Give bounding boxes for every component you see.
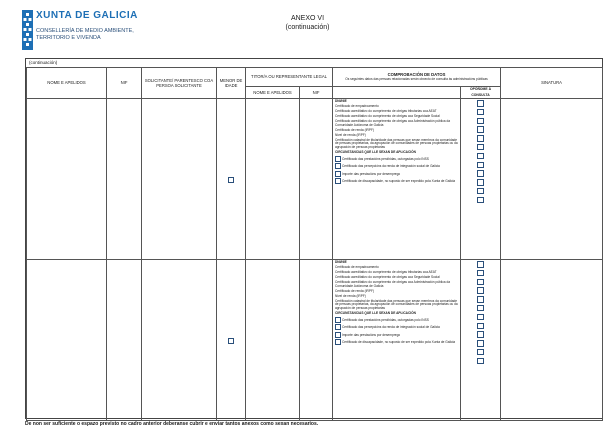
documents-cell bbox=[333, 99, 461, 260]
opposition-checkbox[interactable] bbox=[477, 170, 484, 177]
circumstance-item bbox=[335, 324, 458, 330]
opposition-checkbox[interactable] bbox=[477, 109, 484, 116]
continuation-label: (continuación) bbox=[29, 60, 58, 65]
circumstance-checkbox[interactable] bbox=[335, 171, 341, 177]
col-verification-header bbox=[333, 68, 501, 87]
opposition-checkbox[interactable] bbox=[477, 323, 484, 330]
col-opposition-header: OPÓÑOME Á CONSULTA bbox=[461, 87, 501, 99]
opposition-checkbox[interactable] bbox=[477, 197, 484, 204]
opposition-checkbox[interactable] bbox=[477, 162, 484, 169]
opposition-checkbox[interactable] bbox=[477, 153, 484, 160]
document-item: Certificado de empadroamento bbox=[335, 264, 379, 269]
document-item: Certificado acreditativo do cumprimento de obrigas tributarias coa AEAT bbox=[335, 108, 437, 113]
document-item: Nivel de renda (IRPF) bbox=[335, 293, 366, 298]
guardian-nif-cell[interactable] bbox=[300, 99, 333, 260]
circumstance-item bbox=[335, 317, 458, 323]
department-name bbox=[36, 28, 134, 42]
col-guardian-nif-header: NIF bbox=[300, 87, 333, 99]
person-row bbox=[27, 99, 603, 260]
circumstance-checkbox[interactable] bbox=[335, 324, 341, 330]
col-name-header: NOME E APELIDOS bbox=[27, 68, 107, 99]
circumstances-title: CIRCUNSTANCIAS QUE LLE SEXAN DE APLICACIÓN bbox=[335, 311, 416, 316]
circumstance-item bbox=[335, 332, 458, 338]
annex-heading bbox=[250, 15, 365, 32]
opposition-checkbox[interactable] bbox=[477, 188, 484, 195]
applicant-cell[interactable] bbox=[142, 99, 217, 260]
minor-cell bbox=[217, 99, 246, 260]
circumstance-item bbox=[335, 163, 458, 169]
nif-cell[interactable] bbox=[107, 99, 142, 260]
circumstance-label: Certificado das percepcións da renda de integración social de Galicia bbox=[342, 164, 440, 169]
col-applicant-header: SOLICITANTE/ PARENTESCO COA PERSOA SOLICITANTE bbox=[142, 68, 217, 99]
document-item: Certificado acreditativo do cumprimento de obrigas tributarias coa AEAT bbox=[335, 269, 437, 274]
circumstance-item bbox=[335, 156, 458, 162]
document-item: Certificado de renda (IRPF) bbox=[335, 127, 374, 132]
circumstance-label: Certificado de discapacidade, no suposto de ser expedido pola Xunta de Galicia bbox=[342, 339, 456, 344]
opposition-checkbox[interactable] bbox=[477, 305, 484, 312]
guardian-name-cell[interactable] bbox=[246, 99, 300, 260]
col-signature-header: SINATURA bbox=[501, 68, 603, 99]
circumstances-title: CIRCUNSTANCIAS QUE LLE SEXAN DE APLICACIÓN bbox=[335, 150, 416, 155]
circumstance-checkbox[interactable] bbox=[335, 156, 341, 162]
opposition-checkbox[interactable] bbox=[477, 135, 484, 142]
department-line: TERRITORIO E VIVENDA bbox=[36, 35, 101, 41]
guardian-name-cell[interactable] bbox=[246, 260, 300, 421]
circumstance-checkbox[interactable] bbox=[335, 332, 341, 338]
department-line: CONSELLERÍA DE MEDIO AMBIENTE, bbox=[36, 28, 134, 34]
circumstance-label: Certificado das prestacións percibidas, outorgadas polo INSS bbox=[342, 157, 429, 162]
opposition-checkbox[interactable] bbox=[477, 358, 484, 365]
circumstance-label: Certificado das prestacións percibidas, outorgadas polo INSS bbox=[342, 318, 429, 323]
footnote: De non ser suficiente o espazo previsto no cadro anterior deberanse cubrir e enviar tantos anexos como sexan necesarios. bbox=[25, 421, 319, 427]
name-cell[interactable] bbox=[27, 99, 107, 260]
opposition-checkbox[interactable] bbox=[477, 287, 484, 294]
opposition-checkbox[interactable] bbox=[477, 279, 484, 286]
annex-subtitle: (continuación) bbox=[285, 23, 330, 31]
circumstance-item bbox=[335, 178, 458, 184]
opposition-checkbox[interactable] bbox=[477, 296, 484, 303]
circumstance-label: Certificado de discapacidade, no suposto de ser expedido pola Xunta de Galicia bbox=[342, 178, 456, 183]
form-sheet bbox=[25, 58, 603, 419]
document-item: Certificación catastral de titularidade das persoas que sexan membros da comunidade de persoas propietarias, da agrupación de comunidades de persoas propietarias ou da agrupación de persoas propietarias bbox=[335, 298, 458, 311]
document-item: Certificado de empadroamento bbox=[335, 103, 379, 108]
opposition-checkbox[interactable] bbox=[477, 126, 484, 133]
minor-cell bbox=[217, 260, 246, 421]
nif-cell[interactable] bbox=[107, 260, 142, 421]
document-item: Certificación catastral de titularidade das persoas que sexan membros da comunidade de persoas propietarias, da agrupación de comunidades de persoas propietarias ou da agrupación de persoas propietarias bbox=[335, 137, 458, 150]
circumstance-label: Certificado das percepcións da renda de integración social de Galicia bbox=[342, 325, 440, 330]
opposition-checkbox[interactable] bbox=[477, 331, 484, 338]
document-item-head: DNI/NIE bbox=[335, 99, 347, 103]
document-item: Certificado de renda (IRPF) bbox=[335, 288, 374, 293]
opposition-checkbox[interactable] bbox=[477, 261, 484, 268]
col-guardian-header: TITOR/A OU REPRESENTANTE LEGAL bbox=[246, 68, 333, 87]
circumstance-checkbox[interactable] bbox=[335, 339, 341, 345]
circumstance-checkbox[interactable] bbox=[335, 317, 341, 323]
annex-title: ANEXO VI bbox=[290, 15, 325, 22]
brand-name: XUNTA DE GALICIA bbox=[36, 10, 138, 21]
persons-table bbox=[26, 67, 603, 421]
person-row bbox=[27, 260, 603, 421]
opposition-checkbox[interactable] bbox=[477, 100, 484, 107]
page-header bbox=[0, 0, 615, 56]
opposition-checkbox[interactable] bbox=[477, 179, 484, 186]
opposition-checkbox[interactable] bbox=[477, 270, 484, 277]
signature-cell[interactable] bbox=[501, 260, 603, 421]
col-minor-header: MENOR DE IDADE bbox=[217, 68, 246, 99]
signature-cell[interactable] bbox=[501, 99, 603, 260]
minor-checkbox[interactable] bbox=[228, 177, 235, 184]
name-cell[interactable] bbox=[27, 260, 107, 421]
opposition-cell bbox=[461, 99, 501, 260]
xunta-logo-icon bbox=[22, 10, 33, 50]
col-guardian-name-header: NOME E APELIDOS bbox=[246, 87, 300, 99]
opposition-checkbox[interactable] bbox=[477, 314, 484, 321]
circumstance-label: Importe das prestacións por desemprego bbox=[342, 171, 401, 176]
col-nif-header: NIF bbox=[107, 68, 142, 99]
documents-cell bbox=[333, 260, 461, 421]
document-item: Certificado acreditativo do cumprimento de obrigas coa Seguridade Social bbox=[335, 113, 440, 118]
opposition-checkbox[interactable] bbox=[477, 340, 484, 347]
guardian-nif-cell[interactable] bbox=[300, 260, 333, 421]
circumstance-checkbox[interactable] bbox=[335, 178, 341, 184]
applicant-cell[interactable] bbox=[142, 260, 217, 421]
document-item-head: DNI/NIE bbox=[335, 260, 347, 264]
verification-title: COMPROBACIÓN DE DATOS bbox=[387, 71, 446, 77]
circumstance-checkbox[interactable] bbox=[335, 163, 341, 169]
circumstance-item bbox=[335, 171, 458, 177]
opposition-checkbox[interactable] bbox=[477, 144, 484, 151]
document-item: Certificado acreditativo do cumprimento de obrigas coa Administración pública da Comunidade Autónoma de Galicia bbox=[335, 279, 450, 288]
minor-checkbox[interactable] bbox=[228, 338, 235, 345]
document-item: Nivel de renda (IRPF) bbox=[335, 132, 366, 137]
document-item: Certificado acreditativo do cumprimento de obrigas coa Seguridade Social bbox=[335, 274, 440, 279]
circumstance-label: Importe das prestacións por desemprego bbox=[342, 332, 401, 337]
document-item: Certificado acreditativo do cumprimento de obrigas coa Administración pública da Comunidade Autónoma de Galicia bbox=[335, 118, 450, 127]
opposition-checkbox[interactable] bbox=[477, 349, 484, 356]
opposition-checkbox[interactable] bbox=[477, 118, 484, 125]
opposition-cell bbox=[461, 260, 501, 421]
circumstance-item bbox=[335, 339, 458, 345]
verification-note: Os seguintes datos das persoas relacionadas serán obxecto de consulta ás administracións públicas bbox=[345, 77, 488, 81]
